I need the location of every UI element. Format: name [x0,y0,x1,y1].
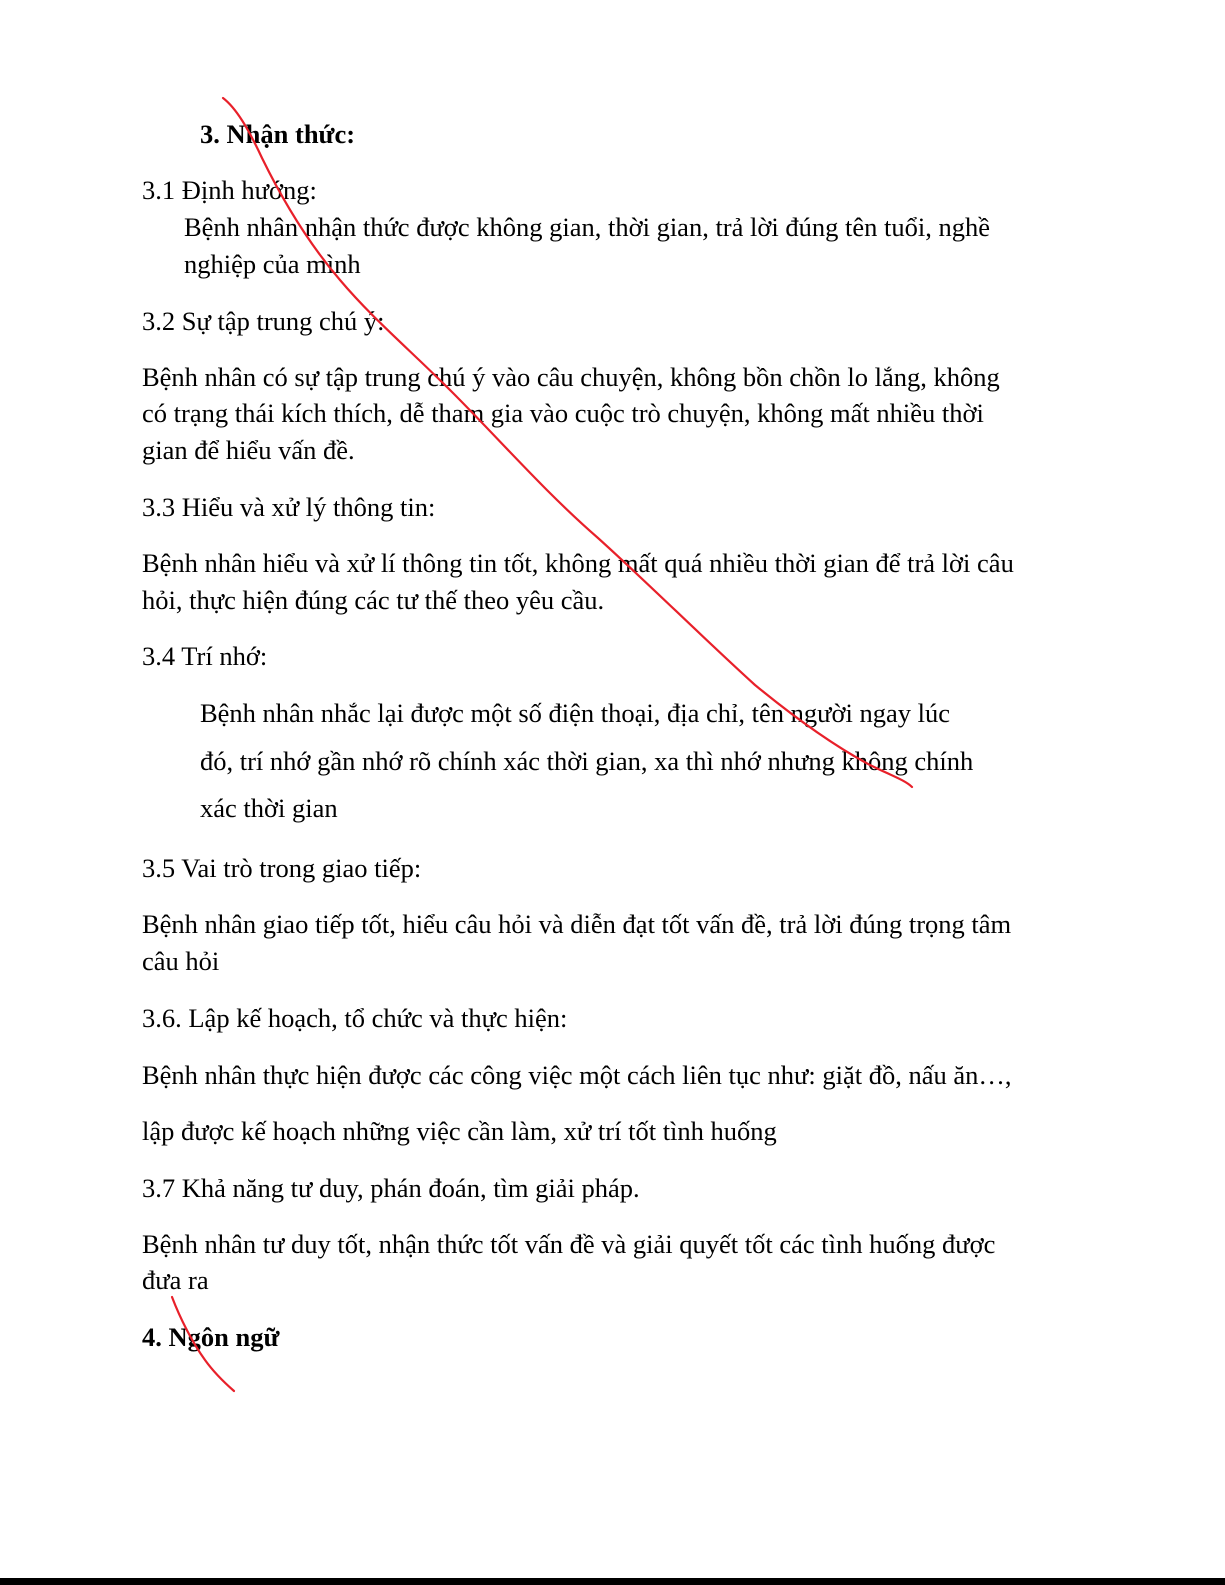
subsection-title-3-7: 3.7 Khả năng tư duy, phán đoán, tìm giải pháp. [142,1173,640,1203]
paragraph-line: nghiệp của mình [184,249,361,279]
paragraph-line: đưa ra [142,1265,209,1295]
paragraph-line: Bệnh nhân hiểu và xử lí thông tin tốt, không mất quá nhiều thời gian để trả lời câu [142,548,1014,578]
subsection-title-3-6: 3.6. Lập kế hoạch, tổ chức và thực hiện: [142,1003,568,1033]
section-heading-3: 3. Nhận thức: [200,119,356,149]
paragraph-line: Bệnh nhân tư duy tốt, nhận thức tốt vấn đề và giải quyết tốt các tình huống được [142,1229,996,1259]
subsection-title-3-2: 3.2 Sự tập trung chú ý: [142,306,385,336]
subsection-title-3-3: 3.3 Hiểu và xử lý thông tin: [142,492,436,522]
paragraph-line: xác thời gian [200,793,338,823]
subsection-title-3-4: 3.4 Trí nhớ: [142,641,268,671]
paragraph-line: Bệnh nhân thực hiện được các công việc một cách liên tục như: giặt đồ, nấu ăn…, [142,1060,1012,1090]
subsection-title-3-1: 3.1 Định hướng: [142,175,317,205]
paragraph-line: đó, trí nhớ gần nhớ rõ chính xác thời gian, xa thì nhớ nhưng không chính [200,746,974,776]
paragraph-line: Bệnh nhân nhắc lại được một số điện thoại, địa chỉ, tên người ngay lúc [200,698,950,728]
paragraph-line: câu hỏi [142,946,220,976]
paragraph-line: Bệnh nhân giao tiếp tốt, hiểu câu hỏi và diễn đạt tốt vấn đề, trả lời đúng trọng tâm [142,909,1012,939]
paragraph-line: lập được kế hoạch những việc cần làm, xử trí tốt tình huống [142,1116,777,1146]
paragraph-line: hỏi, thực hiện đúng các tư thế theo yêu cầu. [142,585,605,615]
section-heading-4: 4. Ngôn ngữ [142,1322,280,1352]
paragraph-line: Bệnh nhân nhận thức được không gian, thời gian, trả lời đúng tên tuổi, nghề [184,212,990,242]
paragraph-line: có trạng thái kích thích, dễ tham gia vào cuộc trò chuyện, không mất nhiều thời [142,398,984,428]
paragraph-line: gian để hiểu vấn đề. [142,435,355,465]
page-bottom-edge [0,1578,1225,1585]
subsection-title-3-5: 3.5 Vai trò trong giao tiếp: [142,853,422,883]
paragraph-line: Bệnh nhân có sự tập trung chú ý vào câu chuyện, không bồn chồn lo lắng, không [142,362,1000,392]
